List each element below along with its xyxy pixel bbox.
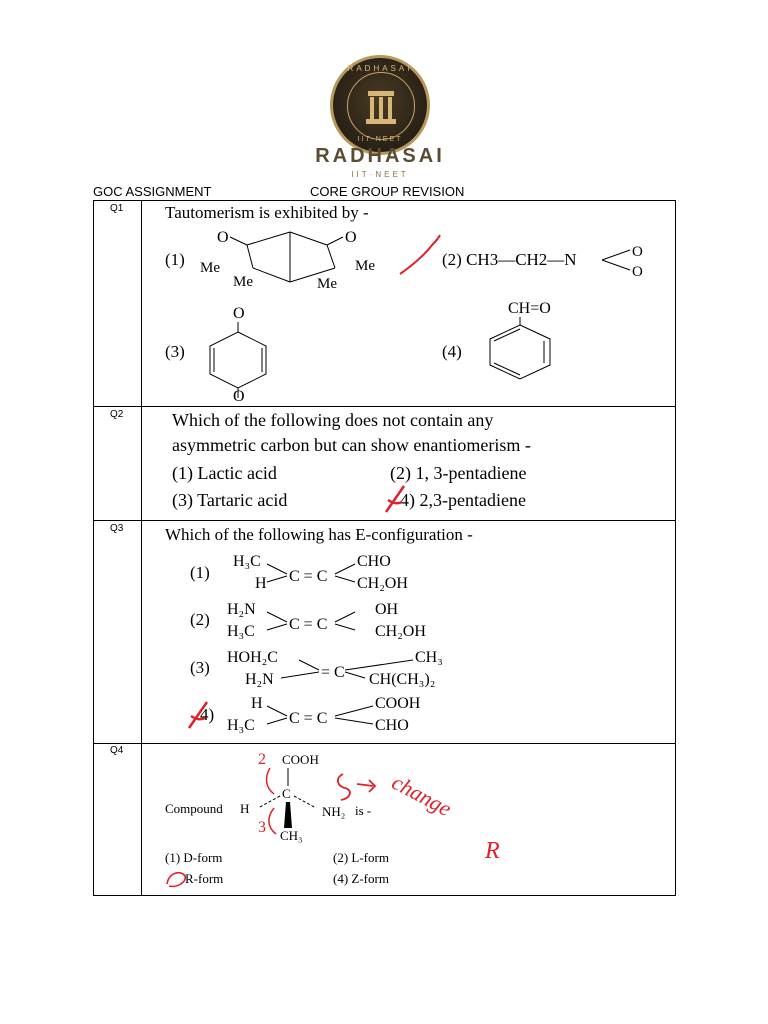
row-divider xyxy=(94,743,675,744)
svg-text:Me: Me xyxy=(317,276,337,292)
svg-text:CH₂OH: CH₂OH xyxy=(375,623,426,640)
svg-text:R: R xyxy=(485,838,500,864)
logo-pillar-emblem xyxy=(347,72,415,140)
svg-text:Me: Me xyxy=(200,260,220,276)
institute-logo xyxy=(330,55,430,155)
svg-text:O: O xyxy=(632,244,643,260)
row-divider xyxy=(94,520,675,521)
assignment-title: GOC ASSIGNMENT xyxy=(93,184,212,199)
brand-name: RADHASAI xyxy=(315,145,445,167)
q4-h-substituent: H xyxy=(240,801,250,816)
q3-option-3: (3) xyxy=(190,658,210,677)
q1-option-4: (4) xyxy=(442,342,462,361)
svg-text:C = C: C = C xyxy=(289,710,328,727)
question-number: Q1 xyxy=(110,203,124,214)
svg-text:H₃C: H₃C xyxy=(227,623,255,640)
q2-text-line2: asymmetric carbon but can show enantiomerism - xyxy=(172,435,531,455)
q3-option-1: (1) xyxy=(190,563,210,582)
svg-text:H: H xyxy=(251,695,263,712)
svg-text:OH: OH xyxy=(375,601,399,618)
q3-option-4-structure xyxy=(225,690,485,738)
q3-option-1-structure xyxy=(225,548,485,596)
svg-text:H₃C: H₃C xyxy=(233,553,261,570)
svg-text:3: 3 xyxy=(258,819,266,836)
camphor-like-structure xyxy=(195,220,395,295)
svg-text:= C: = C xyxy=(321,664,345,681)
q1-option-1: (1) xyxy=(165,250,185,269)
logo-sub-text: IIT-NEET xyxy=(357,136,403,143)
q3-option-4: 4) xyxy=(200,705,215,724)
q4-compound-label: Compound xyxy=(165,801,223,816)
svg-text:CHO: CHO xyxy=(375,717,409,734)
question-number: Q4 xyxy=(110,745,124,756)
revision-title: CORE GROUP REVISION xyxy=(310,184,465,199)
q2-option-2: (2) 1, 3-pentadiene xyxy=(390,463,527,483)
svg-text:CH=O: CH=O xyxy=(508,300,551,317)
q2-text-line1: Which of the following does not contain any xyxy=(172,410,494,430)
q3-option-2: (2) xyxy=(190,610,210,629)
svg-text:C: C xyxy=(282,786,291,801)
column-divider xyxy=(141,201,142,895)
red-slash-mark xyxy=(380,482,410,518)
svg-text:2: 2 xyxy=(258,751,266,768)
svg-text:H₂N: H₂N xyxy=(245,671,274,688)
svg-text:H₂N: H₂N xyxy=(227,601,256,618)
svg-text:C = C: C = C xyxy=(289,616,328,633)
svg-text:CH₂OH: CH₂OH xyxy=(357,575,408,592)
logo-ring-text: RADHASAI xyxy=(347,64,413,73)
svg-text:COOH: COOH xyxy=(375,695,421,712)
q4-option-3: R-form xyxy=(185,871,224,886)
row-divider xyxy=(94,406,675,407)
benzoquinone-structure xyxy=(198,302,288,402)
svg-text:change: change xyxy=(387,769,456,822)
question-number: Q2 xyxy=(110,409,124,420)
q4-is-label: is - xyxy=(355,803,372,818)
svg-text:CHO: CHO xyxy=(357,553,391,570)
svg-text:H₃C: H₃C xyxy=(227,717,255,734)
question-number: Q3 xyxy=(110,523,124,534)
svg-text:O: O xyxy=(233,305,245,322)
svg-text:CH₃: CH₃ xyxy=(415,649,443,666)
q2-option-4: 4) 2,3-pentadiene xyxy=(400,490,526,510)
red-tick-mark xyxy=(395,232,445,282)
red-circle-mark xyxy=(163,866,189,890)
svg-text:Me: Me xyxy=(355,258,375,274)
svg-text:Me: Me xyxy=(233,274,253,290)
q3-option-2-structure xyxy=(225,596,485,644)
q1-text: Tautomerism is exhibited by - xyxy=(165,203,369,222)
q1-option-3: (3) xyxy=(165,342,185,361)
q4-option-2: (2) L-form xyxy=(333,850,389,865)
fischer-projection xyxy=(230,748,346,843)
brand-subtitle: IIT·NEET xyxy=(351,170,409,179)
quinone-oxygen-label: O xyxy=(233,388,245,405)
q2-option-3: (3) Tartaric acid xyxy=(172,490,288,510)
svg-text:H: H xyxy=(255,575,267,592)
svg-text:HOH₂C: HOH₂C xyxy=(227,649,278,666)
svg-text:CH₃: CH₃ xyxy=(280,828,303,843)
q3-text: Which of the following has E-configuration - xyxy=(165,525,473,544)
svg-text:CH(CH₃)₂: CH(CH₃)₂ xyxy=(369,671,436,688)
q3-option-3-structure xyxy=(225,644,525,692)
svg-text:NH₂: NH₂ xyxy=(322,804,346,819)
nitro-group xyxy=(600,238,660,278)
q1-option-2: (2) CH3—CH2—N xyxy=(442,250,577,269)
svg-text:O: O xyxy=(217,229,229,246)
svg-text:COOH: COOH xyxy=(282,752,319,767)
red-slash-mark xyxy=(183,698,213,734)
svg-text:O: O xyxy=(345,229,357,246)
q4-option-4: (4) Z-form xyxy=(333,871,389,886)
svg-text:C = C: C = C xyxy=(289,568,328,585)
q4-option-1: (1) D-form xyxy=(165,850,223,865)
benzaldehyde-structure xyxy=(478,297,588,382)
svg-text:O: O xyxy=(632,264,643,280)
q2-option-1: (1) Lactic acid xyxy=(172,463,277,483)
